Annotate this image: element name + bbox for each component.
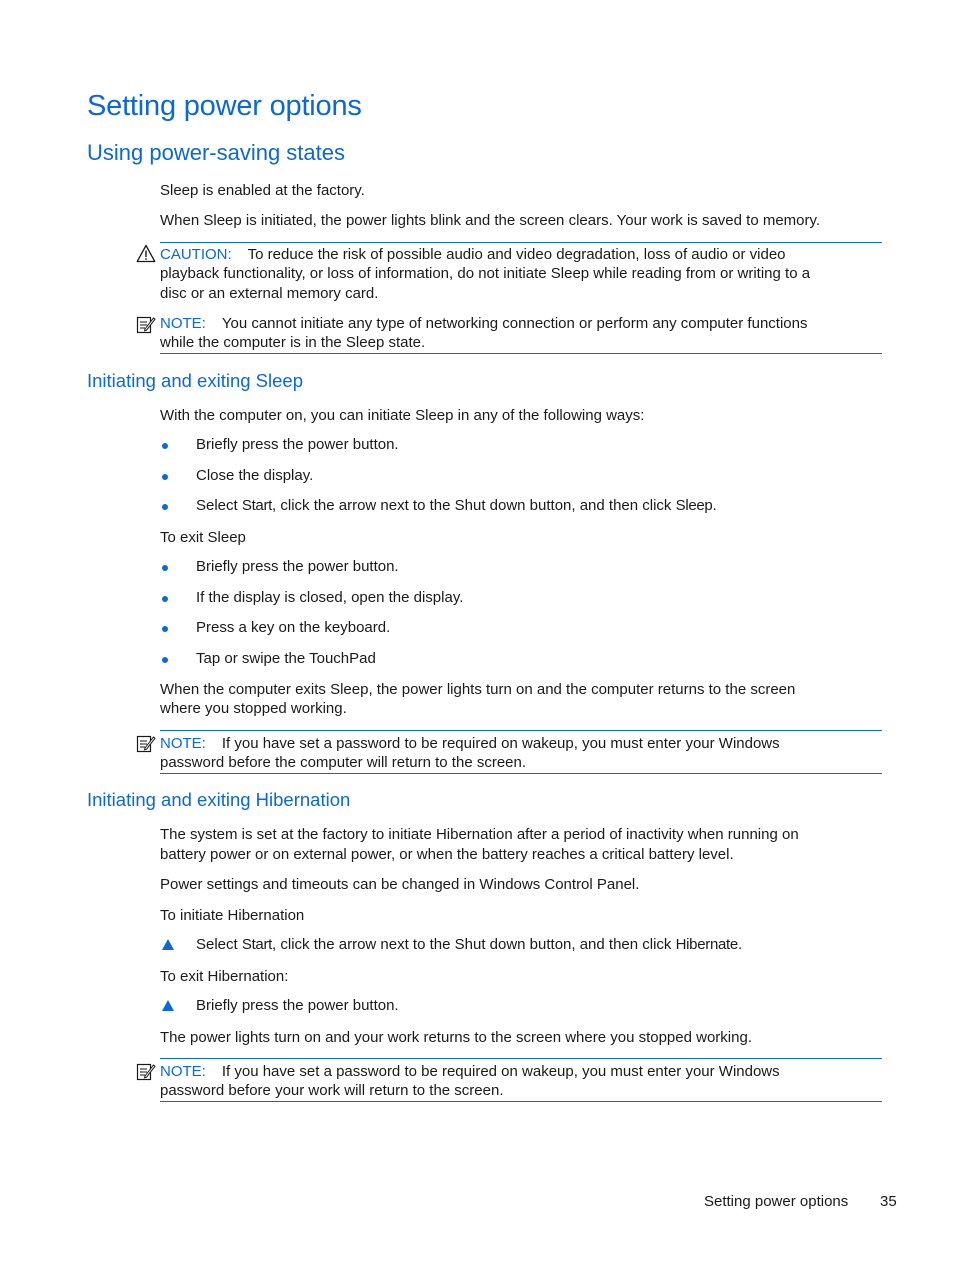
bullet: [162, 504, 168, 510]
footer-title: Setting power options: [704, 1193, 849, 1210]
note-2-label: NOTE:: [160, 735, 206, 752]
note-icon: [136, 315, 156, 334]
note-3-line-2: password before your work will return to the screen.: [160, 1082, 504, 1099]
note-1-label: NOTE:: [160, 315, 206, 332]
note-3-top-rule: [160, 1058, 882, 1059]
list-item: Close the display.: [196, 467, 314, 484]
caution-line-2: playback functionality, or loss of information, do not initiate Sleep while reading from or writing to a: [160, 265, 811, 282]
hibernate-ui-term: Hibernate: [675, 936, 738, 953]
note-1-bottom-rule: [160, 353, 882, 354]
note-1-line-1: [160, 314, 807, 334]
intro-paragraph-2: When Sleep is initiated, the power lights blink and the screen clears. Your work is saved to memory.: [160, 212, 821, 229]
note-3-line-1: [160, 1062, 780, 1082]
note-2-top-rule: [160, 730, 882, 731]
note-1-line-2: while the computer is in the Sleep state.: [160, 334, 426, 351]
list-item: Briefly press the power button.: [196, 558, 399, 575]
sleep-after-line-2: where you stopped working.: [160, 700, 347, 717]
page-number: 35: [880, 1193, 897, 1210]
note-3-label: NOTE:: [160, 1063, 206, 1080]
bullet: [162, 657, 168, 663]
list-item: Tap or swipe the TouchPad: [196, 650, 376, 667]
caution-text: To reduce the risk of possible audio and video degradation, loss of audio or video: [247, 246, 786, 263]
caution-line-1: [160, 245, 786, 265]
list-item: Press a key on the keyboard.: [196, 619, 391, 636]
list-item: Select Start, click the arrow next to the Shut down button, and then click Hibernate.: [196, 936, 743, 953]
list-item: Briefly press the power button.: [196, 436, 399, 453]
note-1-text: You cannot initiate any type of networking connection or perform any computer functions: [221, 315, 808, 332]
note-3-bottom-rule: [160, 1101, 882, 1102]
start-ui-term: Start: [241, 497, 273, 514]
bullet: [162, 565, 168, 571]
step-marker: [162, 1000, 174, 1011]
note-2-text: If you have set a password to be required on wakeup, you must enter your Windows: [221, 735, 780, 752]
list-item: Briefly press the power button.: [196, 997, 399, 1014]
caution-top-rule: [160, 242, 882, 243]
note-3-text: If you have set a password to be required on wakeup, you must enter your Windows: [221, 1063, 780, 1080]
sleep-heading: Initiating and exiting Sleep: [87, 370, 303, 391]
start-ui-term: Start: [241, 936, 273, 953]
note-icon: [136, 734, 156, 753]
warning-icon: [136, 244, 156, 263]
list-item: If the display is closed, open the display.: [196, 589, 464, 606]
hibernation-p1-line-1: The system is set at the factory to initiate Hibernation after a period of inactivity when running on: [160, 826, 799, 843]
exit-hibernation-heading: To exit Hibernation:: [160, 968, 289, 985]
bullet: [162, 596, 168, 602]
section-heading: Using power-saving states: [87, 140, 346, 165]
caution-label: CAUTION:: [160, 246, 232, 263]
initiate-hibernation-heading: To initiate Hibernation: [160, 907, 305, 924]
exit-sleep-heading: To exit Sleep: [160, 529, 246, 546]
note-icon: [136, 1062, 156, 1081]
hibernation-p2: Power settings and timeouts can be changed in Windows Control Panel.: [160, 876, 640, 893]
intro-paragraph-1: Sleep is enabled at the factory.: [160, 182, 365, 199]
hibernation-p1-line-2: battery power or on external power, or when the battery reaches a critical battery level.: [160, 846, 734, 863]
note-2-line-2: password before the computer will return to the screen.: [160, 754, 527, 771]
step-marker: [162, 939, 174, 950]
page-title: Setting power options: [87, 90, 362, 122]
sleep-ui-term: Sleep: [675, 497, 713, 514]
note-2-bottom-rule: [160, 773, 882, 774]
sleep-intro: With the computer on, you can initiate Sleep in any of the following ways:: [160, 407, 645, 424]
bullet: [162, 474, 168, 480]
hibernation-after: The power lights turn on and your work returns to the screen where you stopped working.: [160, 1029, 752, 1046]
note-2-line-1: [160, 734, 780, 754]
caution-line-3: disc or an external memory card.: [160, 285, 379, 302]
bullet: [162, 626, 168, 632]
bullet: [162, 443, 168, 449]
hibernation-heading: Initiating and exiting Hibernation: [87, 789, 351, 810]
sleep-after-line-1: When the computer exits Sleep, the power lights turn on and the computer returns to the screen: [160, 681, 796, 698]
list-item: Select Start, click the arrow next to the Shut down button, and then click Sleep.: [196, 497, 717, 514]
